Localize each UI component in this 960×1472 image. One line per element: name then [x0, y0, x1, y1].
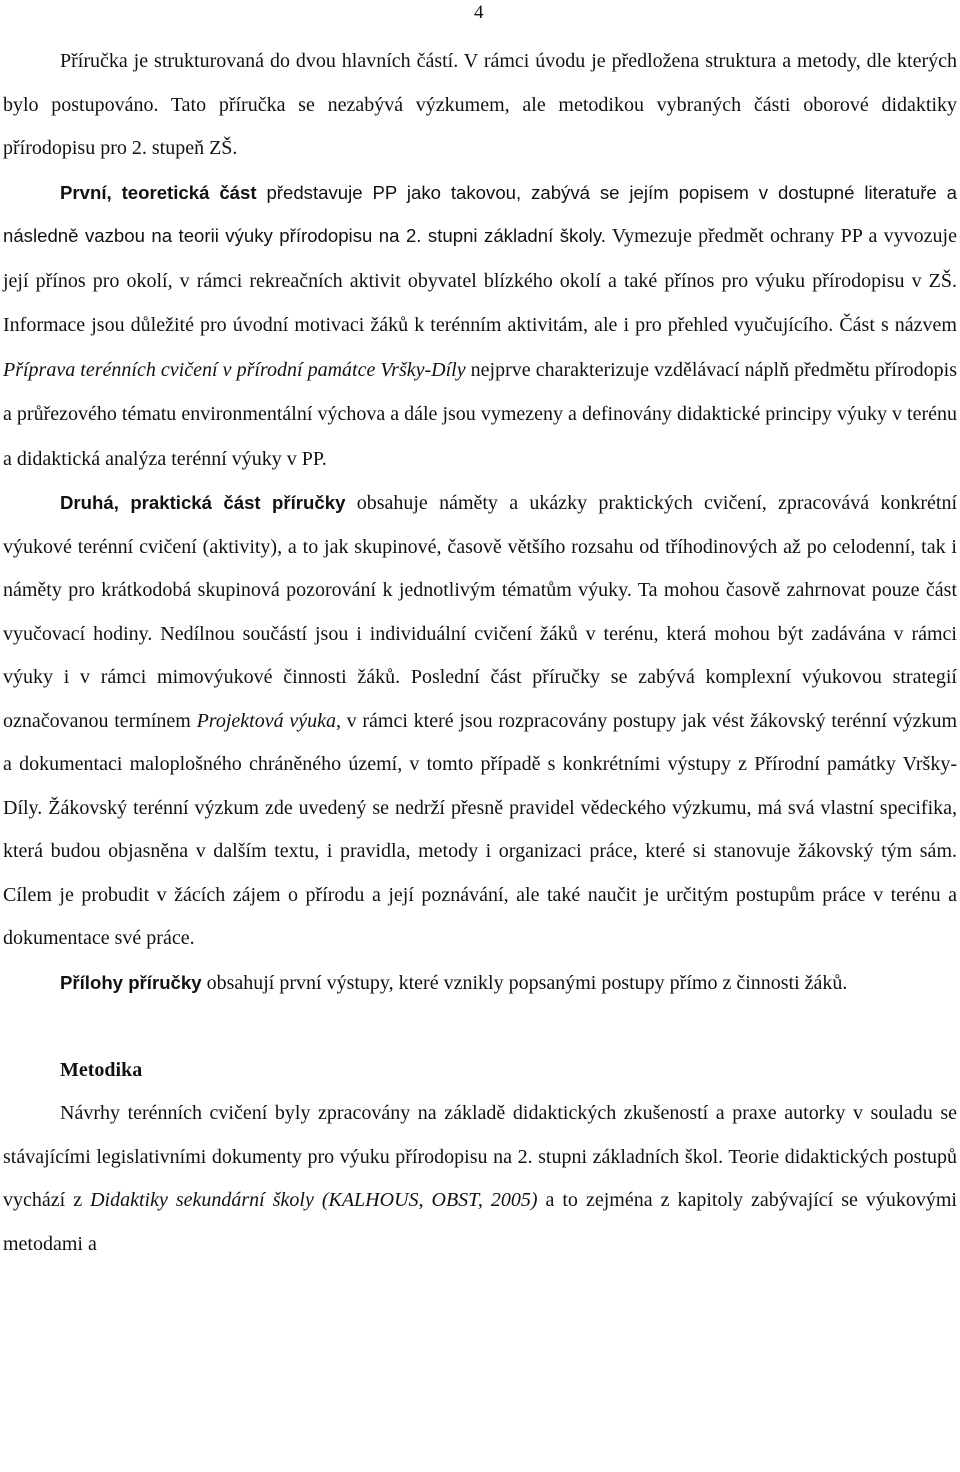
document-body — [3, 40, 957, 1266]
practical-part-paragraph — [3, 481, 957, 961]
methodology-text-b: a to zejména z kapitoly zabývající se výukovými metodami a — [3, 1189, 957, 1255]
appendices-lead: Přílohy příručky — [60, 971, 202, 993]
section-heading: Metodika — [60, 1058, 143, 1081]
practical-part-text-a: obsahuje náměty a ukázky praktických cvičení, zpracovává konkrétní výukové terénní cvičení (aktivity), a to jak skupinové, časově většího rozsahu od tříhodinových až po celodenní, tak i náměty pro krátkodobá skupinová pozorování k jednotlivým tématům výuky. Ta mohou časově zahrnovat pouze část vyučovací hodiny. Nedílnou součástí jsou i individuální cvičení žáků v terénu, která mohou být zadávána v rámci výuky i v rámci mimovýukové činnosti žáků. Poslední část příručky se zabývá komplexní výukovou strategií označovanou termínem — [3, 492, 957, 732]
appendices-text: obsahují první výstupy, které vznikly popsanými postupy přímo z činnosti žáků. — [201, 971, 848, 994]
appendices-paragraph — [3, 961, 957, 1006]
practical-part-lead: Druhá, praktická část příručky — [60, 492, 346, 513]
theoretical-part-text-b: Vymezuje předmět ochrany PP a vyvozuje její přínos pro okolí, v rámci rekreačních aktivit obyvatel blízkého okolí a také přínos pro výuku přírodopisu v ZŠ. — [3, 225, 957, 292]
section-spacer — [3, 1005, 957, 1049]
intro-paragraph: Příručka je strukturovaná do dvou hlavních částí. V rámci úvodu je předložena struktura a metody, dle kterých bylo postupováno. Tato příručka se nezabývá výzkumem, ale metodikou vybraných části oborové didaktiky přírodopisu pro 2. stupeň ZŠ. — [3, 50, 957, 159]
methodology-paragraph — [3, 1092, 957, 1266]
theoretical-part-text-d: nejprve charakterizuje vzdělávací náplň předmětu přírodopis a průřezového tématu environmentální výchova a dále jsou vymezeny a definovány didaktické principy výuky v terénu a didaktická analýza terénní výuky v PP. — [3, 358, 957, 470]
practical-part-italic-term: Projektová výuka — [196, 709, 336, 732]
practical-part-text-b: , v rámci které jsou rozpracovány postupy jak vést žákovský terénní výzkum a dokumentaci maloplošného chráněného území, v tomto případě s konkrétními výstupy z Přírodní památky Vršky-Díly. Žákovský terénní výzkum zde uvedený se nedrží přesně pravidel vědeckého výzkumu, má svá vlastní specifika, která budou objasněna v dalším textu, i pravidla, metody i organizaci práce, které si stanovuje žákovský tým sám. Cílem je probudit v žácích zájem o přírodu a její poznávání, ale také naučit je určitým postupům práce v terénu a dokumentace své práce. — [3, 709, 958, 949]
theoretical-part-lead: První, teoretická část — [60, 181, 257, 203]
page-number: 4 — [474, 2, 484, 23]
theoretical-part-italic-title: Příprava terénních cvičení v přírodní památce Vršky-Díly — [3, 358, 466, 381]
methodology-text-a: Návrhy terénních cvičení byly zpracovány na základě didaktických zkušeností a praxe autorky v souladu se stávajícími legislativními dokumenty pro výuku přírodopisu na 2. stupni základních škol. Teorie didaktických postupů vychází z — [3, 1102, 957, 1211]
methodology-italic-reference: Didaktiky sekundární školy (KALHOUS, OBST, 2005) — [90, 1189, 538, 1211]
theoretical-part-paragraph — [3, 171, 957, 482]
theoretical-part-text-c: Informace jsou důležité pro úvodní motivaci žáků k terénním aktivitám, ale i pro přehled vyučujícího. Část s názvem — [3, 314, 957, 336]
theoretical-part-text-a: představuje PP jako takovou, zabývá se jejím popisem v dostupné literatuře a následně vazbou na teorii výuky přírodopisu na 2. stupni základní školy. — [3, 181, 957, 246]
